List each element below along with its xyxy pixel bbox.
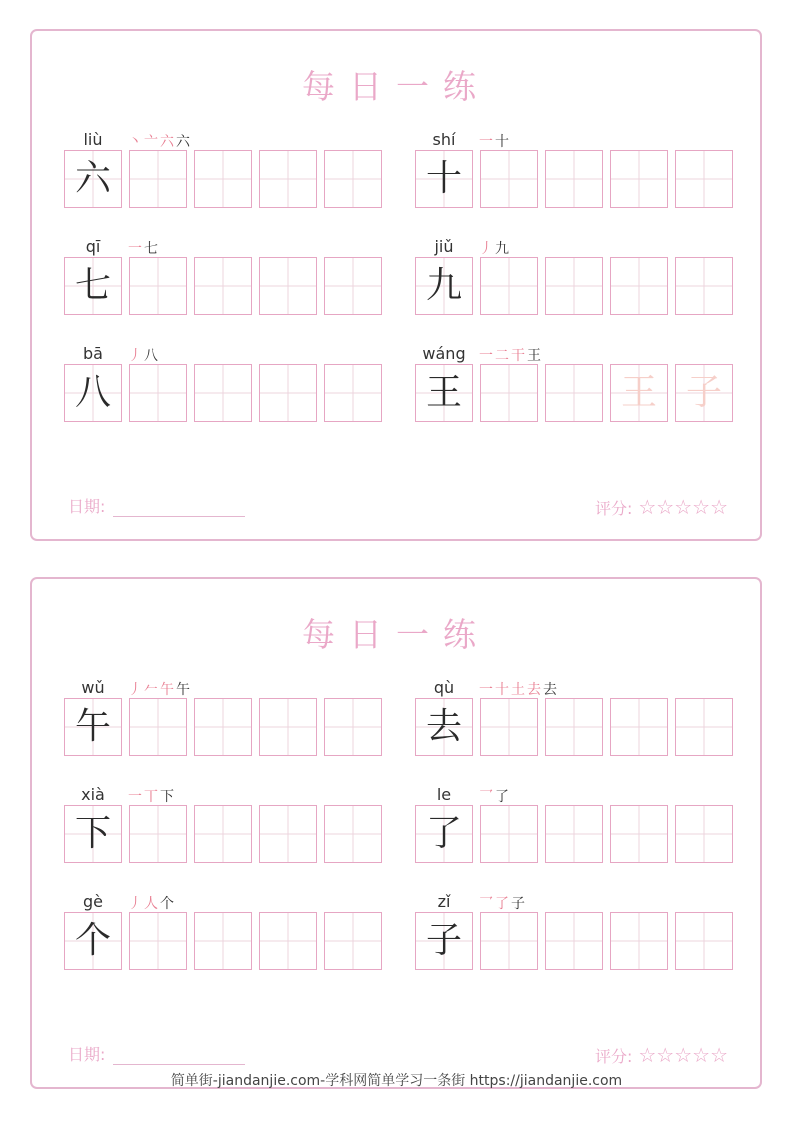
practice-grid-row [64,150,384,208]
stroke-order [128,131,192,151]
character-entry [64,678,384,786]
pinyin-label: shí [432,130,456,149]
trace-character: 子 [685,372,722,413]
writing-cell[interactable] [194,805,252,863]
stroke-step: 去 [527,682,543,698]
pinyin-label: zǐ [437,892,451,911]
writing-cell[interactable] [324,150,382,208]
writing-cell[interactable] [194,912,252,970]
writing-cell[interactable] [194,364,252,422]
stroke-order [479,893,527,913]
writing-cell[interactable] [259,698,317,756]
model-character-cell [64,364,122,422]
stroke-step: 𠂉 [144,682,160,698]
stroke-order [128,345,160,365]
stroke-step: 乛 [479,896,495,912]
stroke-step: 六 [176,134,192,150]
date-label: 日期: [68,1045,106,1064]
writing-cell[interactable] [480,364,538,422]
practice-grid-row [64,912,384,970]
character-entry [415,130,735,238]
model-character-cell [415,698,473,756]
date-label: 日期: [68,497,106,516]
practice-grid-row [415,912,735,970]
stroke-step: 了 [495,896,511,912]
stroke-step: 去 [543,682,559,698]
character-entry [415,892,735,1000]
practice-grid-row [64,698,384,756]
writing-cell[interactable] [545,257,603,315]
character-entry [415,237,735,345]
stroke-order [128,238,160,258]
writing-cell[interactable] [324,257,382,315]
trace-character: 王 [620,372,657,413]
model-character-cell [64,257,122,315]
writing-cell[interactable] [675,364,733,422]
stroke-step: 十 [495,134,511,150]
writing-cell[interactable] [259,150,317,208]
model-character-cell [64,698,122,756]
stroke-order [479,238,511,258]
character-entry [415,344,735,452]
stroke-step: 十 [495,682,511,698]
writing-cell[interactable] [324,805,382,863]
stroke-step: 丶 [128,134,144,150]
stroke-order [479,131,511,151]
model-character-cell [415,150,473,208]
score-label: 评分: [594,1047,633,1066]
date-input-line[interactable] [113,502,245,517]
writing-cell[interactable] [259,364,317,422]
model-character: 子 [425,920,462,961]
writing-cell[interactable] [610,150,668,208]
pinyin-label: qī [85,237,101,256]
writing-cell[interactable] [259,257,317,315]
stroke-step: 丅 [144,789,160,805]
writing-cell[interactable] [129,364,187,422]
model-character: 六 [74,158,111,199]
pinyin-label: wǔ [81,678,105,697]
writing-cell[interactable] [610,912,668,970]
stroke-order [479,786,511,806]
stroke-step: 丿 [128,348,144,364]
writing-cell[interactable] [675,698,733,756]
writing-cell[interactable] [259,805,317,863]
pinyin-label: xià [81,785,105,804]
card-title: 每日一练 [302,615,490,654]
writing-cell[interactable] [480,150,538,208]
writing-cell[interactable] [480,912,538,970]
writing-cell[interactable] [675,257,733,315]
practice-grid-row [415,698,735,756]
site-footer: 简单街-jiandanjie.com-学科网简单学习一条街 https://jiandanjie.com [170,1073,623,1089]
character-entry [64,785,384,893]
writing-cell[interactable] [675,150,733,208]
stroke-step: 丿 [479,241,495,257]
model-character: 下 [74,813,111,854]
practice-grid-row [415,805,735,863]
model-character: 午 [74,706,111,747]
model-character: 去 [425,706,462,747]
model-character-cell [64,805,122,863]
stroke-step: 亠 [144,134,160,150]
practice-grid-row [64,257,384,315]
model-character: 王 [425,372,462,413]
stroke-step: 七 [144,241,160,257]
stroke-step: 丿 [128,682,144,698]
star-rating[interactable]: ☆☆☆☆☆ [638,495,728,519]
model-character-cell [415,805,473,863]
stroke-step: 丿 [128,896,144,912]
practice-grid-row [64,805,384,863]
writing-cell[interactable] [545,912,603,970]
pinyin-label: jiǔ [434,237,454,256]
stroke-step: 一 [128,241,144,257]
writing-cell[interactable] [545,698,603,756]
stroke-step: 八 [144,348,160,364]
character-entry [415,785,735,893]
star-rating[interactable]: ☆☆☆☆☆ [638,1043,728,1067]
practice-card [30,577,762,1089]
writing-cell[interactable] [610,698,668,756]
model-character: 个 [74,920,111,961]
stroke-step: 一 [479,348,495,364]
practice-grid-row [415,150,735,208]
character-entry [64,130,384,238]
writing-cell[interactable] [545,364,603,422]
pinyin-label: liù [83,130,103,149]
writing-cell[interactable] [675,805,733,863]
stroke-step: 下 [160,789,176,805]
model-character: 八 [74,372,111,413]
writing-cell[interactable] [545,150,603,208]
model-character-cell [64,150,122,208]
stroke-order [479,679,559,699]
stroke-step: 二 [495,348,511,364]
writing-cell[interactable] [610,364,668,422]
stroke-order [128,893,176,913]
score-field [595,1043,728,1067]
writing-cell[interactable] [194,150,252,208]
stroke-step: 一 [479,682,495,698]
character-entry [64,892,384,1000]
writing-cell[interactable] [545,805,603,863]
score-label: 评分: [594,499,633,518]
practice-grid-row [64,364,384,422]
pinyin-label: wáng [422,344,466,363]
model-character: 了 [425,813,462,854]
pinyin-label: bā [83,344,103,363]
stroke-step: 九 [495,241,511,257]
model-character: 九 [425,265,462,306]
stroke-step: 午 [176,682,192,698]
model-character-cell [415,257,473,315]
pinyin-label: qù [433,678,455,697]
writing-cell[interactable] [324,912,382,970]
practice-grid-row [415,364,735,422]
writing-cell[interactable] [129,805,187,863]
writing-cell[interactable] [259,912,317,970]
date-input-line[interactable] [113,1050,245,1065]
writing-cell[interactable] [324,364,382,422]
model-character: 七 [74,265,111,306]
stroke-step: 一 [128,789,144,805]
writing-cell[interactable] [129,912,187,970]
pinyin-label: gè [83,892,103,911]
model-character: 十 [425,158,462,199]
character-entry [64,237,384,345]
writing-cell[interactable] [129,698,187,756]
writing-cell[interactable] [324,698,382,756]
model-character-cell [415,364,473,422]
stroke-order [128,786,176,806]
stroke-order [479,345,543,365]
card-title: 每日一练 [302,67,490,106]
practice-grid-row [415,257,735,315]
stroke-step: 六 [160,134,176,150]
writing-cell[interactable] [129,150,187,208]
writing-cell[interactable] [194,257,252,315]
writing-cell[interactable] [129,257,187,315]
stroke-step: 午 [160,682,176,698]
date-field [68,494,245,517]
writing-cell[interactable] [480,698,538,756]
score-field [595,495,728,519]
writing-cell[interactable] [480,257,538,315]
stroke-step: 个 [160,896,176,912]
stroke-step: 子 [511,896,527,912]
model-character-cell [415,912,473,970]
stroke-step: 一 [479,134,495,150]
pinyin-label: le [436,785,452,804]
character-entry [415,678,735,786]
stroke-step: 乛 [479,789,495,805]
stroke-step: 了 [495,789,511,805]
character-entry [64,344,384,452]
writing-cell[interactable] [194,698,252,756]
stroke-step: 干 [511,348,527,364]
writing-cell[interactable] [610,805,668,863]
writing-cell[interactable] [480,805,538,863]
practice-card [30,29,762,541]
stroke-step: 人 [144,896,160,912]
stroke-step: 王 [527,348,543,364]
writing-cell[interactable] [675,912,733,970]
stroke-step: 土 [511,682,527,698]
writing-cell[interactable] [610,257,668,315]
model-character-cell [64,912,122,970]
stroke-order [128,679,192,699]
date-field [68,1042,245,1065]
